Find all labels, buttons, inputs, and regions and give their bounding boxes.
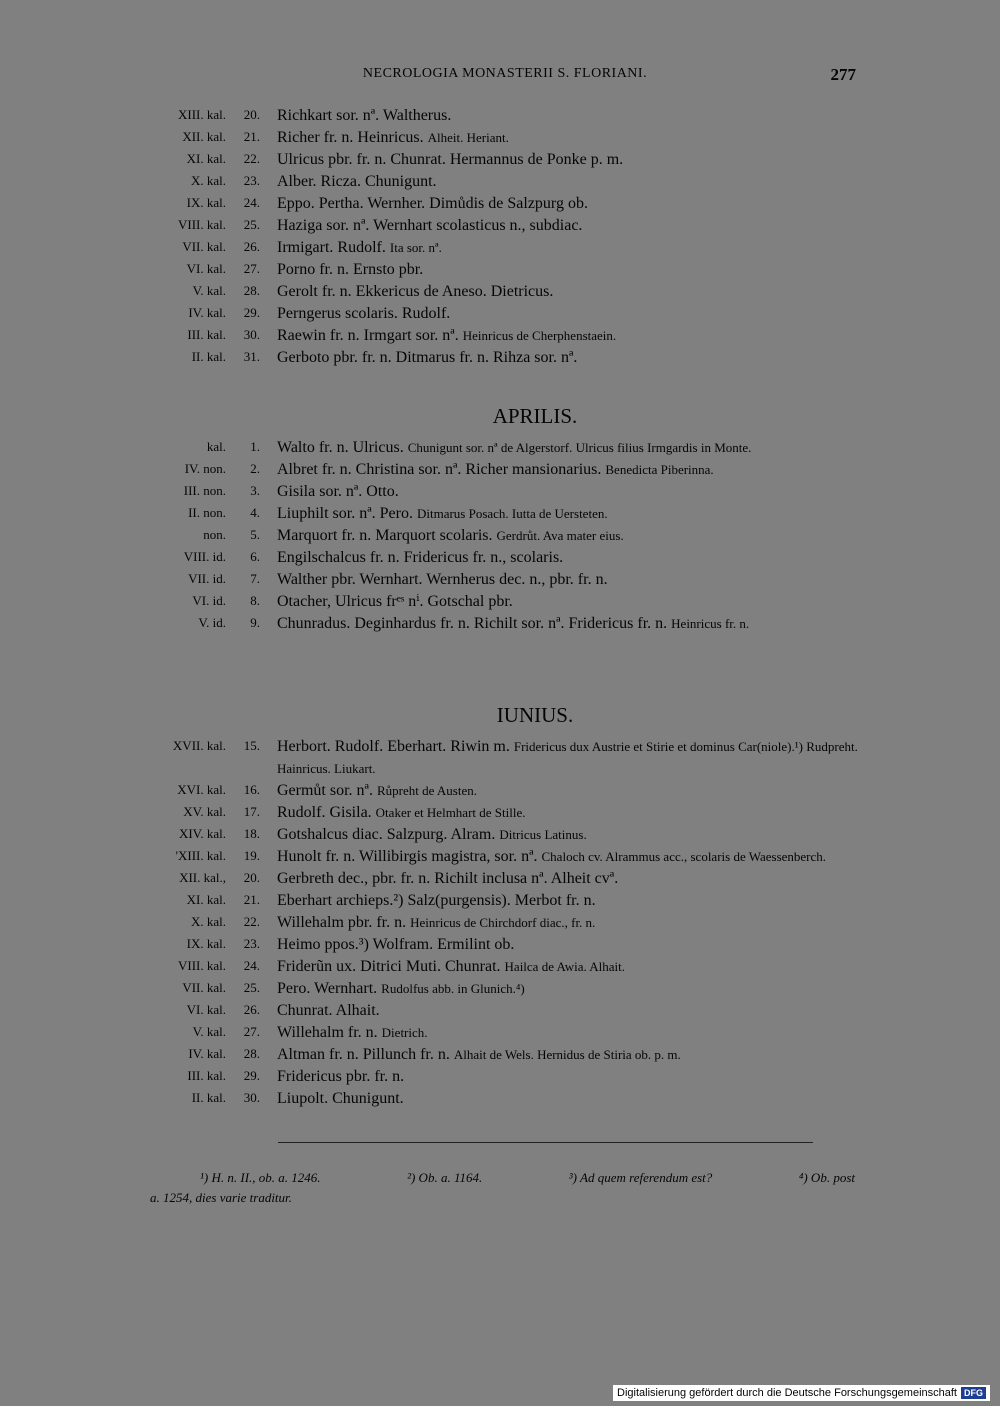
- section-march: [150, 105, 860, 369]
- entry-names: Altman fr. n. Pillunch fr. n.: [277, 1046, 450, 1063]
- necrology-entry: [150, 503, 860, 525]
- entry-later-names: Heinricus fr. n.: [671, 616, 750, 631]
- necrology-entry: [150, 1022, 860, 1044]
- entry-names: Otacher, Ulricus frᵉˢ nⁱ. Gotschal pbr.: [277, 593, 513, 610]
- entry-names: Herbort. Rudolf. Eberhart. Riwin m.: [277, 738, 510, 755]
- entry-later-names: Dietrich.: [381, 1025, 428, 1040]
- dfg-logo: DFG: [961, 1387, 986, 1399]
- entry-day: 16.: [243, 782, 260, 797]
- necrology-entry: [150, 259, 860, 281]
- necrology-entry: [150, 934, 860, 956]
- entry-day: 30.: [243, 327, 260, 342]
- footnote-3: ³) Ad quem referendum est?: [568, 1170, 713, 1185]
- entry-names: Fridericus pbr. fr. n.: [277, 1068, 405, 1085]
- entry-text: [277, 1044, 860, 1066]
- necrology-entry: [150, 481, 860, 503]
- entry-later-names: Otaker et Helmhart de Stille.: [375, 805, 526, 820]
- entry-day: 22.: [243, 914, 260, 929]
- entry-text: [277, 1000, 860, 1022]
- entry-text: [277, 459, 860, 481]
- entry-date: VII. kal.: [182, 239, 226, 254]
- entry-later-names: Benedicta Piberinna.: [605, 462, 714, 477]
- necrology-entry: [150, 237, 860, 259]
- entry-date: V. kal.: [192, 1024, 226, 1039]
- footnote-rule: [278, 1142, 813, 1143]
- entry-date: V. kal.: [192, 283, 226, 298]
- entry-day: 6.: [250, 549, 260, 564]
- entry-day: 26.: [243, 239, 260, 254]
- entry-names: Gotshalcus diac. Salzpurg. Alram.: [277, 826, 496, 843]
- entry-names: Germůt sor. nª.: [277, 782, 373, 799]
- entry-text: [277, 215, 860, 237]
- entry-date: kal.: [206, 439, 226, 454]
- footnote-2: ²) Ob. a. 1164.: [407, 1170, 483, 1185]
- entry-date: XIV. kal.: [178, 826, 226, 841]
- entry-names: Perngerus scolaris. Rudolf.: [277, 305, 451, 322]
- entry-date: VII. id.: [188, 571, 226, 586]
- entry-names: Raewin fr. n. Irmgart sor. nª.: [277, 327, 459, 344]
- necrology-entry: [150, 1088, 860, 1110]
- necrology-entry: [150, 127, 860, 149]
- entry-date: IV. kal.: [188, 305, 226, 320]
- necrology-entry: [150, 215, 860, 237]
- necrology-entry: [150, 591, 860, 613]
- entry-day: 20.: [243, 107, 260, 122]
- necrology-entry: [150, 547, 860, 569]
- entry-text: [277, 569, 860, 591]
- necrology-entry: [150, 437, 860, 459]
- entry-later-names: Růpreht de Austen.: [376, 783, 477, 798]
- entry-names: Alber. Ricza. Chunigunt.: [277, 173, 437, 190]
- entry-text: [277, 978, 860, 1000]
- entry-text: [277, 736, 860, 780]
- entry-day: 5.: [250, 527, 260, 542]
- entry-names: Ulricus pbr. fr. n. Chunrat. Hermannus de Ponke p. m.: [277, 151, 624, 168]
- entry-date: III. kal.: [187, 327, 226, 342]
- entry-date: IX. kal.: [186, 936, 226, 951]
- entry-text: [277, 868, 860, 890]
- entry-names: Willehalm fr. n.: [277, 1024, 378, 1041]
- necrology-entry: [150, 193, 860, 215]
- entry-day: 23.: [243, 173, 260, 188]
- entry-text: [277, 824, 860, 846]
- entry-date: XII. kal.,: [179, 870, 226, 885]
- entry-later-names: Rudolfus abb. in Glunich.⁴): [381, 981, 525, 996]
- entry-names: Richer fr. n. Heinricus.: [277, 129, 424, 146]
- necrology-entry: [150, 105, 860, 127]
- entry-later-names: Fridericus dux Austrie et Stirie et dominus Car(niole).¹) Rudpreht. Hainricus. Liukart.: [277, 739, 858, 776]
- entry-names: Eberhart archieps.²) Salz(purgensis). Merbot fr. n.: [277, 892, 596, 909]
- entry-names: Walto fr. n. Ulricus.: [277, 439, 404, 456]
- entry-date: VIII. kal.: [177, 958, 226, 973]
- entry-text: [277, 1022, 860, 1044]
- entry-day: 15.: [243, 738, 260, 753]
- entry-text: [277, 259, 860, 281]
- entry-names: Pero. Wernhart.: [277, 980, 378, 997]
- entry-date: X. kal.: [190, 173, 226, 188]
- entry-text: [277, 281, 860, 303]
- entry-day: 29.: [243, 305, 260, 320]
- entry-day: 4.: [250, 505, 260, 520]
- entry-text: [277, 149, 860, 171]
- entry-date: XV. kal.: [183, 804, 226, 819]
- entry-names: Gerbreth dec., pbr. fr. n. Richilt inclusa nª. Alheit cvª.: [277, 870, 619, 887]
- entry-names: Liupolt. Chunigunt.: [277, 1090, 404, 1107]
- entry-day: 28.: [243, 1046, 260, 1061]
- necrology-entry: [150, 890, 860, 912]
- entry-text: [277, 303, 860, 325]
- necrology-entry: [150, 525, 860, 547]
- entry-text: [277, 780, 860, 802]
- entry-date: IX. kal.: [186, 195, 226, 210]
- entry-day: 19.: [243, 848, 260, 863]
- necrology-entry: [150, 303, 860, 325]
- necrology-entry: [150, 824, 860, 846]
- entry-day: 23.: [243, 936, 260, 951]
- entry-names: Irmigart. Rudolf.: [277, 239, 386, 256]
- entry-names: Willehalm pbr. fr. n.: [277, 914, 407, 931]
- entry-names: Richkart sor. nª. Waltherus.: [277, 107, 452, 124]
- entry-day: 21.: [243, 129, 260, 144]
- entry-day: 27.: [243, 1024, 260, 1039]
- entry-names: Heimo ppos.³) Wolfram. Ermilint ob.: [277, 936, 515, 953]
- entry-text: [277, 325, 860, 347]
- entry-names: Albret fr. n. Christina sor. nª. Richer mansionarius.: [277, 461, 602, 478]
- entry-day: 27.: [243, 261, 260, 276]
- entry-text: [277, 237, 860, 259]
- entry-day: 25.: [243, 980, 260, 995]
- page-number: 277: [830, 65, 856, 84]
- entry-day: 20.: [243, 870, 260, 885]
- entry-text: [277, 802, 860, 824]
- entry-text: [277, 912, 860, 934]
- necrology-entry: [150, 1066, 860, 1088]
- entry-names: Porno fr. n. Ernsto pbr.: [277, 261, 424, 278]
- entry-text: [277, 591, 860, 613]
- entry-text: [277, 1088, 860, 1110]
- entry-date: XVI. kal.: [177, 782, 226, 797]
- entry-text: [277, 481, 860, 503]
- running-header: [150, 66, 860, 90]
- entry-text: [277, 127, 860, 149]
- necrology-entry: [150, 780, 860, 802]
- entry-names: Haziga sor. nª. Wernhart scolasticus n., subdiac.: [277, 217, 583, 234]
- necrology-entry: [150, 171, 860, 193]
- entry-names: Engilschalcus fr. n. Fridericus fr. n., scolaris.: [277, 549, 564, 566]
- entry-text: [277, 613, 860, 635]
- entry-date: XI. kal.: [186, 151, 226, 166]
- entry-date: III. non.: [183, 483, 226, 498]
- entry-date: VII. kal.: [182, 980, 226, 995]
- necrology-entry: [150, 978, 860, 1000]
- entry-text: [277, 956, 860, 978]
- entry-names: Marquort fr. n. Marquort scolaris.: [277, 527, 493, 544]
- section-aprilis: [150, 401, 860, 635]
- entry-date: VI. kal.: [186, 261, 226, 276]
- entry-date: VIII. kal.: [177, 217, 226, 232]
- entry-date: II. non.: [188, 505, 226, 520]
- entry-date: 'XIII. kal.: [175, 848, 226, 863]
- entry-later-names: Chunigunt sor. nª de Algerstorf. Ulricus filius Irmgardis in Monte.: [407, 440, 752, 455]
- entry-date: VI. kal.: [186, 1002, 226, 1017]
- entry-names: Friderũn ux. Ditrici Muti. Chunrat.: [277, 958, 501, 975]
- entry-date: XII. kal.: [182, 129, 226, 144]
- necrology-entry: [150, 613, 860, 635]
- entry-date: II. kal.: [191, 1090, 226, 1105]
- entry-later-names: Ditricus Latinus.: [499, 827, 587, 842]
- necrology-entry: [150, 1000, 860, 1022]
- entry-names: Gerboto pbr. fr. n. Ditmarus fr. n. Rihza sor. nª.: [277, 349, 578, 366]
- necrology-entry: [150, 912, 860, 934]
- entry-day: 28.: [243, 283, 260, 298]
- entry-date: V. id.: [198, 615, 226, 630]
- necrology-entry: [150, 956, 860, 978]
- entry-day: 25.: [243, 217, 260, 232]
- entry-day: 8.: [250, 593, 260, 608]
- entry-text: [277, 547, 860, 569]
- entry-date: XVII. kal.: [172, 738, 226, 753]
- entry-date: IV. kal.: [188, 1046, 226, 1061]
- necrology-entry: [150, 347, 860, 369]
- entry-names: Walther pbr. Wernhart. Wernherus dec. n., pbr. fr. n.: [277, 571, 608, 588]
- entry-date: IV. non.: [184, 461, 226, 476]
- running-title: NECROLOGIA MONASTERII S. FLORIANI.: [362, 66, 648, 81]
- entry-date: II. kal.: [191, 349, 226, 364]
- entry-day: 17.: [243, 804, 260, 819]
- footnotes: [150, 1168, 860, 1208]
- entry-date: non.: [203, 527, 226, 542]
- entry-later-names: Gerdrůt. Ava mater eius.: [496, 528, 624, 543]
- necrology-entry: [150, 1044, 860, 1066]
- entry-names: Gerolt fr. n. Ekkericus de Aneso. Dietricus.: [277, 283, 554, 300]
- entry-names: Rudolf. Gisila.: [277, 804, 372, 821]
- entry-day: 22.: [243, 151, 260, 166]
- entry-later-names: Alhait de Wels. Hernidus de Stiria ob. p. m.: [453, 1047, 681, 1062]
- section-heading: IUNIUS.: [496, 703, 574, 727]
- entry-later-names: Heinricus de Cherphenstaein.: [462, 328, 617, 343]
- footnote-1: ¹) H. n. II., ob. a. 1246.: [200, 1170, 321, 1185]
- entry-day: 26.: [243, 1002, 260, 1017]
- necrology-entry: [150, 149, 860, 171]
- necrology-entry: [150, 846, 860, 868]
- entry-later-names: Hailca de Awia. Alhait.: [504, 959, 625, 974]
- necrology-entry: [150, 569, 860, 591]
- entry-day: 2.: [250, 461, 260, 476]
- credit-text: Digitalisierung gefördert durch die Deutsche Forschungsgemeinschaft: [617, 1387, 957, 1399]
- entry-date: XI. kal.: [186, 892, 226, 907]
- necrology-entry: [150, 459, 860, 481]
- entry-text: [277, 437, 860, 459]
- entry-text: [277, 846, 860, 868]
- entry-day: 3.: [250, 483, 260, 498]
- entry-day: 9.: [250, 615, 260, 630]
- entry-later-names: Ditmarus Posach. Iutta de Uersteten.: [416, 506, 608, 521]
- footnote-continuation: a. 1254, dies varie traditur.: [150, 1190, 292, 1205]
- entry-day: 29.: [243, 1068, 260, 1083]
- entry-date: VI. id.: [192, 593, 226, 608]
- entry-later-names: Chaloch cv. Alrammus acc., scolaris de Waessenberch.: [541, 849, 827, 864]
- entry-later-names: Alheit. Heriant.: [427, 130, 509, 145]
- entry-text: [277, 1066, 860, 1088]
- necrology-entry: [150, 868, 860, 890]
- necrology-entry: [150, 281, 860, 303]
- entry-later-names: Ita sor. nª.: [389, 240, 442, 255]
- entry-day: 30.: [243, 1090, 260, 1105]
- entry-names: Hunolt fr. n. Willibirgis magistra, sor. nª.: [277, 848, 538, 865]
- entry-text: [277, 193, 860, 215]
- entry-later-names: Heinricus de Chirchdorf diac., fr. n.: [410, 915, 596, 930]
- entry-day: 1.: [250, 439, 260, 454]
- section-iunius: [150, 700, 860, 1110]
- necrology-entry: [150, 325, 860, 347]
- entry-day: 7.: [250, 571, 260, 586]
- footnote-4: ⁴) Ob. post: [798, 1170, 855, 1185]
- entry-date: III. kal.: [187, 1068, 226, 1083]
- entry-day: 18.: [243, 826, 260, 841]
- entry-day: 24.: [243, 958, 260, 973]
- entry-day: 24.: [243, 195, 260, 210]
- entry-text: [277, 503, 860, 525]
- entry-names: Chunrat. Alhait.: [277, 1002, 380, 1019]
- entry-names: Chunradus. Deginhardus fr. n. Richilt sor. nª. Fridericus fr. n.: [277, 615, 668, 632]
- entry-names: Gisila sor. nª. Otto.: [277, 483, 399, 500]
- entry-date: XIII. kal.: [177, 107, 226, 122]
- entry-text: [277, 525, 860, 547]
- section-heading: APRILIS.: [492, 404, 578, 428]
- necrology-entry: [150, 736, 860, 780]
- entry-text: [277, 171, 860, 193]
- necrology-entry: [150, 802, 860, 824]
- entry-text: [277, 105, 860, 127]
- entry-text: [277, 890, 860, 912]
- entry-day: 31.: [243, 349, 260, 364]
- dfg-credit: [613, 1385, 990, 1401]
- entry-names: Liuphilt sor. nª. Pero.: [277, 505, 413, 522]
- entry-text: [277, 934, 860, 956]
- entry-date: VIII. id.: [183, 549, 226, 564]
- entry-day: 21.: [243, 892, 260, 907]
- entry-date: X. kal.: [190, 914, 226, 929]
- entry-names: Eppo. Pertha. Wernher. Dimůdis de Salzpurg ob.: [277, 195, 588, 212]
- entry-text: [277, 347, 860, 369]
